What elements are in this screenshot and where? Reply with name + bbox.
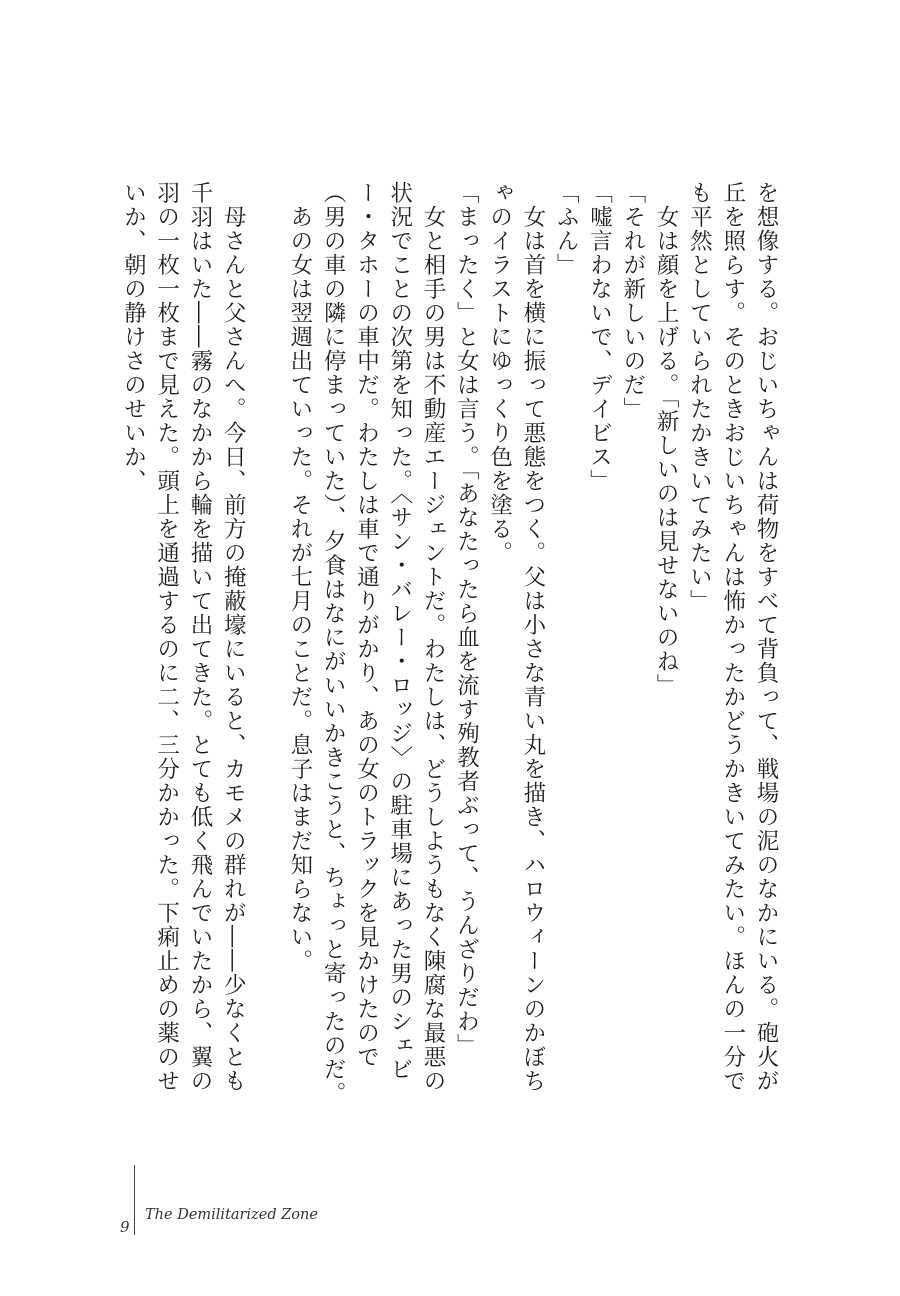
paragraph: を想像する。おじいちゃんは荷物をすべて背負って、戦場の泥のなかにいる。砲火が丘を照らす。そのときおじいちゃんは怖かったかどうかきいてみたい。ほんの一分でも平然としていられたかきいてみたい」 bbox=[686, 181, 779, 1093]
footer-divider bbox=[134, 1165, 135, 1235]
body-text bbox=[112, 181, 782, 1111]
paragraph: 女は首を横に振って悪態をつく。父は小さな青い丸を描き、ハロウィーンのかぼちゃのイラストにゆっくり色を塗る。 bbox=[486, 181, 546, 1093]
paragraph: 「それが新しいのだ」 bbox=[619, 181, 646, 421]
page-number: 9 bbox=[120, 1218, 130, 1236]
blank-line bbox=[249, 181, 282, 1111]
paragraph: 女は顔を上げる。「新しいのは見せないのね」 bbox=[653, 181, 680, 698]
running-title: The Demilitarized Zone bbox=[145, 1207, 318, 1223]
paragraph: 「嘘言わないで、デイビス」 bbox=[586, 181, 613, 493]
paragraph: 「ふん」 bbox=[553, 181, 580, 277]
paragraph: 「まったく」と女は言う。「あなたったら血を流す殉教者ぶって、うんざりだわ」 bbox=[453, 181, 480, 1058]
paragraph: 女と相手の男は不動産エージェントだ。わたしは、どうしようもなく陳腐な最悪の状況でことの次第を知った。〈サン・バレー・ロッジ〉の駐車場にあった男のシェビー・タホーの車中だ。わたしは車で通りがかり、あの女のトラックを見かけたので（男の車の隣に停まっていた）、夕食はなにがいいかきこうと、ちょっと寄ったのだ。 bbox=[320, 181, 447, 1106]
paragraph: あの女は翌週出ていった。それが七月のことだ。息子はまだ知らない。 bbox=[286, 181, 313, 973]
paragraph: 母さんと父さんへ。今日、前方の掩蔽壕にいると、カモメの群れが――少なくとも千羽はいた――霧のなかから輪を描いて出てきた。とても低く飛んでいたから、翼の羽の一枚一枚まで見えた。頭上を通過するのに二、三分かかった。下痢止めの薬のせいか、朝の静けさのせいか、 bbox=[120, 181, 247, 1093]
